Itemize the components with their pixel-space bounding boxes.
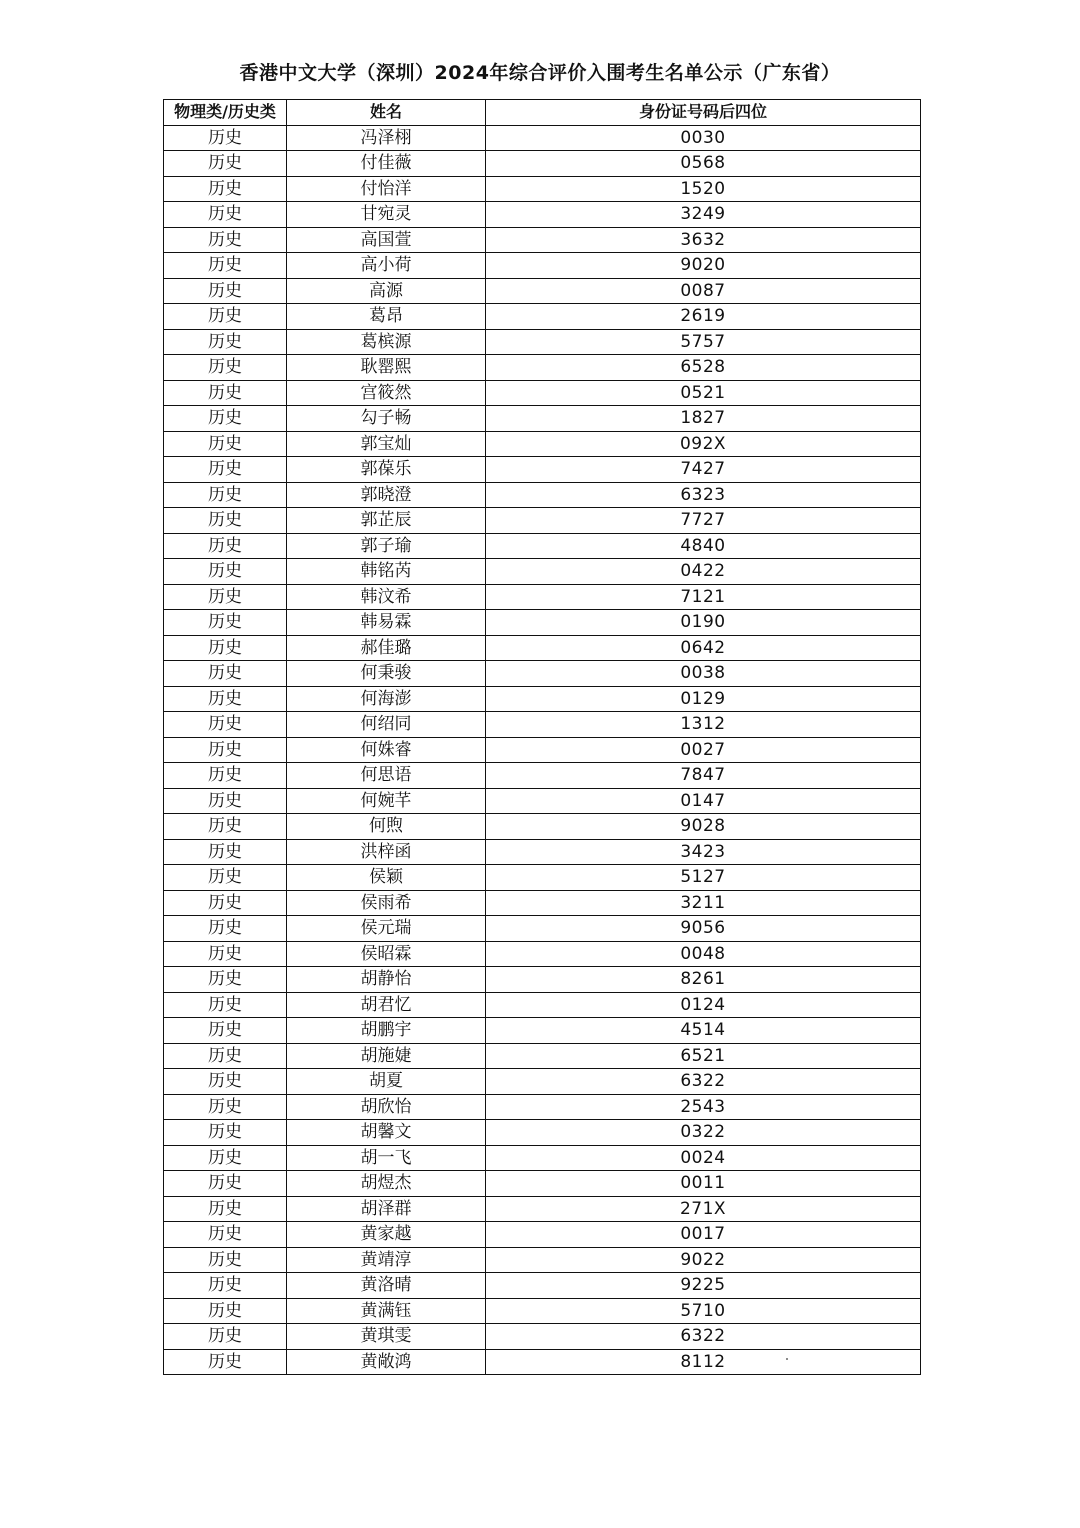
table-row	[164, 1018, 921, 1044]
cell-subject-track: 历史	[164, 1145, 287, 1171]
cell-id-last-four: 9022	[486, 1247, 921, 1273]
cell-name: 何思语	[287, 763, 486, 789]
cell-name: 洪梓函	[287, 839, 486, 865]
cell-name: 高国萱	[287, 227, 486, 253]
cell-subject-track: 历史	[164, 712, 287, 738]
cell-id-last-four: 0568	[486, 151, 921, 177]
table-row	[164, 890, 921, 916]
cell-name: 葛昂	[287, 304, 486, 330]
cell-subject-track: 历史	[164, 1247, 287, 1273]
cell-name: 葛槟源	[287, 329, 486, 355]
document-title: 香港中文大学（深圳）2024年综合评价入围考生名单公示（广东省）	[239, 62, 841, 84]
cell-subject-track: 历史	[164, 1273, 287, 1299]
cell-id-last-four: 8112	[486, 1349, 921, 1375]
cell-name: 何姝睿	[287, 737, 486, 763]
table-row	[164, 406, 921, 432]
cell-subject-track: 历史	[164, 686, 287, 712]
cell-id-last-four: 0521	[486, 380, 921, 406]
table-row	[164, 584, 921, 610]
cell-id-last-four: 271X	[486, 1196, 921, 1222]
cell-id-last-four: 1312	[486, 712, 921, 738]
cell-name: 付佳薇	[287, 151, 486, 177]
cell-subject-track: 历史	[164, 125, 287, 151]
cell-name: 韩汶希	[287, 584, 486, 610]
cell-name: 甘宛灵	[287, 202, 486, 228]
table-row	[164, 1171, 921, 1197]
cell-name: 宫筱然	[287, 380, 486, 406]
cell-subject-track: 历史	[164, 839, 287, 865]
table-row	[164, 1349, 921, 1375]
cell-subject-track: 历史	[164, 482, 287, 508]
cell-subject-track: 历史	[164, 406, 287, 432]
table-row	[164, 202, 921, 228]
table-row	[164, 661, 921, 687]
table-body	[164, 125, 921, 1375]
cell-name: 郭葆乐	[287, 457, 486, 483]
table-row	[164, 1145, 921, 1171]
cell-name: 黄琪雯	[287, 1324, 486, 1350]
cell-id-last-four: 8261	[486, 967, 921, 993]
cell-id-last-four: 7727	[486, 508, 921, 534]
table-row	[164, 151, 921, 177]
table-row	[164, 176, 921, 202]
cell-id-last-four: 0038	[486, 661, 921, 687]
cell-subject-track: 历史	[164, 916, 287, 942]
table-row	[164, 967, 921, 993]
table-row	[164, 1222, 921, 1248]
cell-subject-track: 历史	[164, 151, 287, 177]
cell-name: 胡煜杰	[287, 1171, 486, 1197]
cell-id-last-four: 1520	[486, 176, 921, 202]
table-row	[164, 788, 921, 814]
cell-name: 黄敞鸿	[287, 1349, 486, 1375]
cell-subject-track: 历史	[164, 737, 287, 763]
cell-subject-track: 历史	[164, 1222, 287, 1248]
cell-id-last-four: 0129	[486, 686, 921, 712]
cell-subject-track: 历史	[164, 278, 287, 304]
cell-name: 胡君忆	[287, 992, 486, 1018]
cell-id-last-four: 5710	[486, 1298, 921, 1324]
table-row	[164, 610, 921, 636]
header-name: 姓名	[287, 100, 486, 126]
table-row	[164, 457, 921, 483]
cell-id-last-four: 2543	[486, 1094, 921, 1120]
table-row	[164, 941, 921, 967]
cell-id-last-four: 9225	[486, 1273, 921, 1299]
table-row	[164, 1094, 921, 1120]
cell-name: 胡鹏宇	[287, 1018, 486, 1044]
cell-subject-track: 历史	[164, 253, 287, 279]
cell-subject-track: 历史	[164, 788, 287, 814]
cell-id-last-four: 0027	[486, 737, 921, 763]
table-row	[164, 533, 921, 559]
cell-name: 何海澎	[287, 686, 486, 712]
cell-id-last-four: 0011	[486, 1171, 921, 1197]
cell-subject-track: 历史	[164, 329, 287, 355]
cell-name: 勾子畅	[287, 406, 486, 432]
cell-subject-track: 历史	[164, 202, 287, 228]
cell-name: 侯颖	[287, 865, 486, 891]
cell-name: 何婉芊	[287, 788, 486, 814]
table-row	[164, 1043, 921, 1069]
header-subject-track: 物理类/历史类	[164, 100, 287, 126]
cell-subject-track: 历史	[164, 1018, 287, 1044]
table-row	[164, 304, 921, 330]
cell-subject-track: 历史	[164, 890, 287, 916]
cell-subject-track: 历史	[164, 457, 287, 483]
table-row	[164, 278, 921, 304]
table-row	[164, 916, 921, 942]
cell-name: 侯昭霖	[287, 941, 486, 967]
cell-name: 胡欣怡	[287, 1094, 486, 1120]
cell-name: 黄靖淳	[287, 1247, 486, 1273]
cell-id-last-four: 5127	[486, 865, 921, 891]
table-row	[164, 329, 921, 355]
table-row	[164, 559, 921, 585]
cell-id-last-four: 0017	[486, 1222, 921, 1248]
cell-name: 黄洛晴	[287, 1273, 486, 1299]
cell-name: 何秉骏	[287, 661, 486, 687]
table-row	[164, 380, 921, 406]
cell-id-last-four: 9056	[486, 916, 921, 942]
cell-name: 耿罂熙	[287, 355, 486, 381]
cell-name: 胡馨文	[287, 1120, 486, 1146]
cell-id-last-four: 4514	[486, 1018, 921, 1044]
cell-subject-track: 历史	[164, 431, 287, 457]
table-row	[164, 1324, 921, 1350]
cell-id-last-four: 6322	[486, 1324, 921, 1350]
table-row	[164, 125, 921, 151]
cell-subject-track: 历史	[164, 355, 287, 381]
cell-subject-track: 历史	[164, 865, 287, 891]
table-row	[164, 1196, 921, 1222]
cell-subject-track: 历史	[164, 584, 287, 610]
cell-name: 黄家越	[287, 1222, 486, 1248]
cell-id-last-four: 0322	[486, 1120, 921, 1146]
table-row	[164, 737, 921, 763]
cell-id-last-four: 1827	[486, 406, 921, 432]
cell-subject-track: 历史	[164, 559, 287, 585]
cell-subject-track: 历史	[164, 1324, 287, 1350]
cell-subject-track: 历史	[164, 227, 287, 253]
cell-name: 胡泽群	[287, 1196, 486, 1222]
table-row	[164, 431, 921, 457]
cell-subject-track: 历史	[164, 1043, 287, 1069]
cell-id-last-four: 9020	[486, 253, 921, 279]
table-row	[164, 992, 921, 1018]
table-row	[164, 227, 921, 253]
table-row	[164, 1273, 921, 1299]
cell-id-last-four: 0087	[486, 278, 921, 304]
cell-subject-track: 历史	[164, 533, 287, 559]
table-row	[164, 1069, 921, 1095]
cell-subject-track: 历史	[164, 661, 287, 687]
cell-subject-track: 历史	[164, 610, 287, 636]
cell-id-last-four: 6521	[486, 1043, 921, 1069]
cell-name: 何绍同	[287, 712, 486, 738]
cell-name: 胡静怡	[287, 967, 486, 993]
cell-id-last-four: 3632	[486, 227, 921, 253]
cell-id-last-four: 0147	[486, 788, 921, 814]
cell-id-last-four: 092X	[486, 431, 921, 457]
cell-name: 郭晓澄	[287, 482, 486, 508]
cell-subject-track: 历史	[164, 814, 287, 840]
cell-name: 冯泽栩	[287, 125, 486, 151]
cell-subject-track: 历史	[164, 1094, 287, 1120]
cell-id-last-four: 3423	[486, 839, 921, 865]
table-row	[164, 1298, 921, 1324]
cell-name: 胡夏	[287, 1069, 486, 1095]
cell-subject-track: 历史	[164, 1120, 287, 1146]
cell-id-last-four: 2619	[486, 304, 921, 330]
cell-subject-track: 历史	[164, 176, 287, 202]
table-row	[164, 814, 921, 840]
cell-id-last-four: 3211	[486, 890, 921, 916]
cell-subject-track: 历史	[164, 941, 287, 967]
table-row	[164, 865, 921, 891]
table-header-row	[164, 100, 921, 126]
candidate-table	[163, 99, 921, 1375]
cell-id-last-four: 7427	[486, 457, 921, 483]
cell-id-last-four: 3249	[486, 202, 921, 228]
cell-name: 付怡洋	[287, 176, 486, 202]
cell-subject-track: 历史	[164, 304, 287, 330]
cell-name: 韩铭芮	[287, 559, 486, 585]
cell-subject-track: 历史	[164, 1196, 287, 1222]
table-row	[164, 1247, 921, 1273]
table-row	[164, 635, 921, 661]
cell-name: 侯元瑞	[287, 916, 486, 942]
cell-id-last-four: 0422	[486, 559, 921, 585]
table-row	[164, 355, 921, 381]
cell-subject-track: 历史	[164, 508, 287, 534]
header-id-last-four: 身份证号码后四位	[486, 100, 921, 126]
table-row	[164, 1120, 921, 1146]
cell-id-last-four: 7847	[486, 763, 921, 789]
cell-name: 郭宝灿	[287, 431, 486, 457]
cell-id-last-four: 6323	[486, 482, 921, 508]
cell-subject-track: 历史	[164, 763, 287, 789]
cell-name: 郭芷辰	[287, 508, 486, 534]
table-row	[164, 253, 921, 279]
cell-subject-track: 历史	[164, 1349, 287, 1375]
cell-name: 侯雨希	[287, 890, 486, 916]
cell-id-last-four: 0190	[486, 610, 921, 636]
cell-subject-track: 历史	[164, 635, 287, 661]
cell-subject-track: 历史	[164, 992, 287, 1018]
cell-id-last-four: 7121	[486, 584, 921, 610]
cell-name: 韩易霖	[287, 610, 486, 636]
table-row	[164, 686, 921, 712]
table-row	[164, 839, 921, 865]
table-row	[164, 763, 921, 789]
cell-subject-track: 历史	[164, 967, 287, 993]
cell-id-last-four: 6528	[486, 355, 921, 381]
cell-id-last-four: 9028	[486, 814, 921, 840]
table-row	[164, 482, 921, 508]
cell-name: 胡一飞	[287, 1145, 486, 1171]
cell-id-last-four: 0048	[486, 941, 921, 967]
cell-id-last-four: 0642	[486, 635, 921, 661]
table-row	[164, 508, 921, 534]
cell-name: 黄满钰	[287, 1298, 486, 1324]
cell-subject-track: 历史	[164, 1171, 287, 1197]
cell-id-last-four: 6322	[486, 1069, 921, 1095]
cell-name: 高小荷	[287, 253, 486, 279]
cell-name: 高源	[287, 278, 486, 304]
cell-name: 郝佳璐	[287, 635, 486, 661]
cell-subject-track: 历史	[164, 1298, 287, 1324]
table-row	[164, 712, 921, 738]
cell-name: 胡施婕	[287, 1043, 486, 1069]
cell-name: 郭子瑜	[287, 533, 486, 559]
scan-speck	[786, 1358, 788, 1360]
cell-id-last-four: 0124	[486, 992, 921, 1018]
cell-id-last-four: 0024	[486, 1145, 921, 1171]
cell-id-last-four: 0030	[486, 125, 921, 151]
cell-name: 何煦	[287, 814, 486, 840]
cell-subject-track: 历史	[164, 380, 287, 406]
cell-id-last-four: 4840	[486, 533, 921, 559]
cell-id-last-four: 5757	[486, 329, 921, 355]
cell-subject-track: 历史	[164, 1069, 287, 1095]
